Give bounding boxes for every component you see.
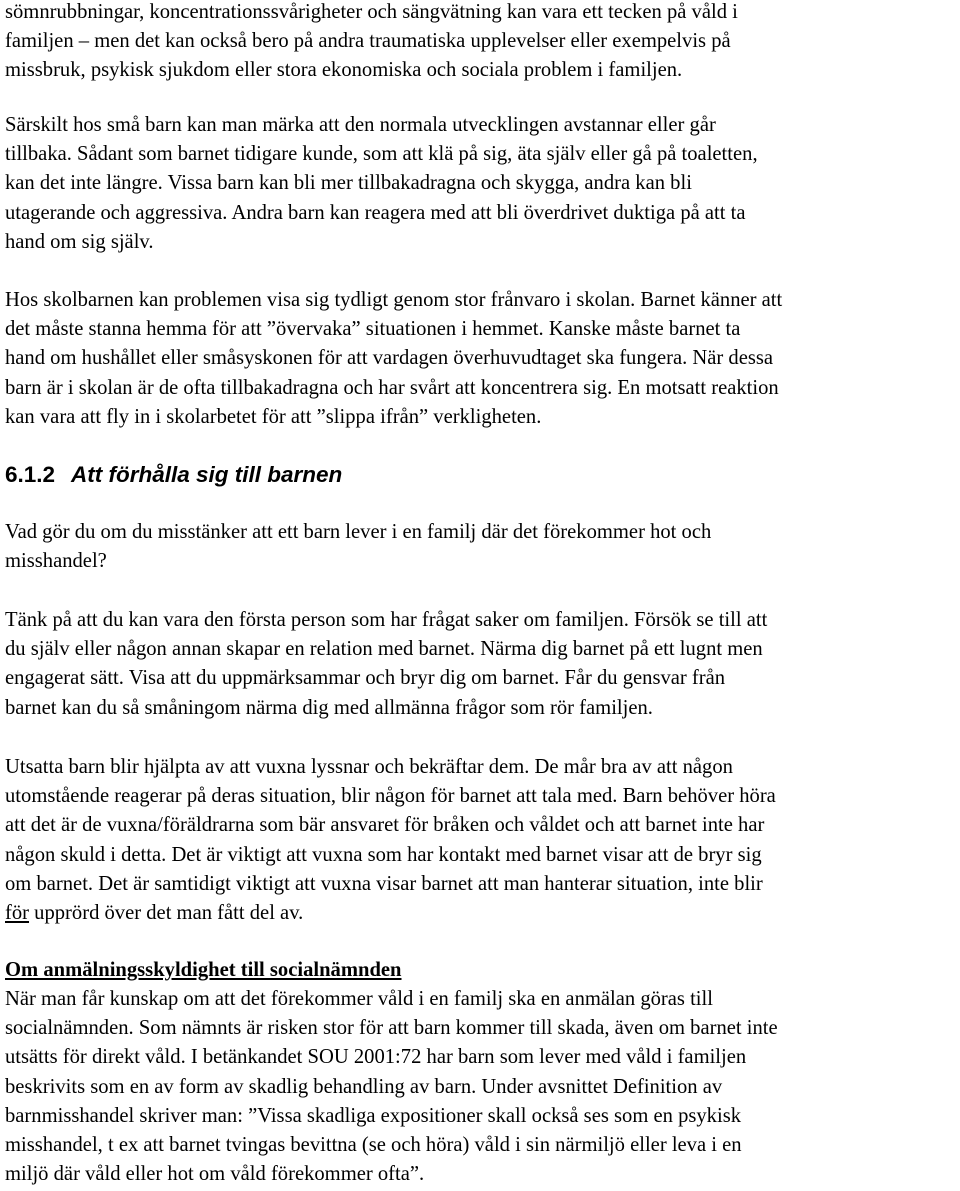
text-line: tillbaka. Sådant som barnet tidigare kunde, som att klä på sig, äta själv eller gå på toaletten, — [5, 143, 758, 166]
section-number: 6.1.2 — [5, 462, 56, 487]
text-line: kan vara att fly in i skolarbetet för att ”slippa ifrån” verkligheten. — [5, 405, 542, 428]
text-line: utomstående reagerar på deras situation, blir någon för barnet att tala med. Barn behöver höra — [5, 785, 776, 808]
paragraph-reporting — [5, 985, 957, 1189]
text-line: misshandel, t ex att barnet tvingas bevittna (se och höra) våld i sin närmiljö eller leva i en — [5, 1134, 742, 1157]
paragraph-school-children — [5, 286, 957, 432]
underlined-word: för — [5, 902, 30, 925]
text-line: misshandel? — [5, 550, 107, 573]
text-line: utsätts för direkt våld. I betänkandet SOU 2001:72 har barn som lever med våld i familjen — [5, 1046, 747, 1069]
text-line: det måste stanna hemma för att ”övervaka” situationen i hemmet. Kanske måste barnet ta — [5, 318, 741, 341]
text-line: du själv eller någon annan skapar en relation med barnet. Närma dig barnet på ett lugnt men — [5, 638, 763, 661]
text-line: socialnämnden. Som nämnts är risken stor för att barn kommer till skada, även om barnet inte — [5, 1017, 778, 1040]
text-line: Vad gör du om du misstänker att ett barn lever i en familj där det förekommer hot och — [5, 521, 712, 543]
text-line: om barnet. Det är samtidigt viktigt att vuxna visar barnet att man hanterar situation, inte blir — [5, 872, 763, 895]
text-line: missbruk, psykisk sjukdom eller stora ekonomiska och sociala problem i familjen. — [5, 59, 683, 82]
text-line: miljö där våld eller hot om våld förekommer ofta”. — [5, 1163, 425, 1186]
text-line: beskrivits som en av form av skadlig behandling av barn. Under avsnittet Definition av — [5, 1075, 723, 1098]
text-line: att det är de vuxna/föräldrarna som bär ansvaret för bråken och våldet och att barnet inte har — [5, 814, 765, 837]
paragraph-exposed-children — [5, 753, 957, 928]
text-line: hand om sig själv. — [5, 230, 154, 253]
paragraph-small-children — [5, 111, 957, 257]
text-line: barn är i skolan är de ofta tillbakadragna och har svårt att koncentrera sig. En motsatt reaktion — [5, 376, 779, 399]
text-line: någon skuld i detta. Det är viktigt att vuxna som har kontakt med barnet visar att de bryr sig — [5, 843, 762, 866]
text-line — [5, 899, 957, 928]
text-line: sömnrubbningar, koncentrationssvårigheter och sängvätning kan vara ett tecken på våld i — [5, 1, 738, 23]
text-line: Särskilt hos små barn kan man märka att den normala utvecklingen avstannar eller går — [5, 114, 716, 136]
paragraph-question — [5, 518, 957, 576]
text-line: Tänk på att du kan vara den första person som har frågat saker om familjen. Försök se till att — [5, 609, 768, 631]
text-line: barnet kan du så småningom närma dig med allmänna frågor som rör familjen. — [5, 696, 653, 719]
text-line: familjen – men det kan också bero på andra traumatiska upplevelser eller exempelvis på — [5, 30, 731, 53]
text-line: kan det inte längre. Vissa barn kan bli mer tillbakadragna och skygga, andra kan bli — [5, 172, 692, 195]
section-title: Att förhålla sig till barnen — [71, 462, 343, 487]
paragraph-intro — [5, 0, 957, 86]
text-line: barnmisshandel skriver man: ”Vissa skadliga expositioner skall också ses som en psykisk — [5, 1104, 742, 1127]
text-line: När man får kunskap om att det förekommer våld i en familj ska en anmälan göras till — [5, 988, 713, 1010]
section-heading — [5, 459, 342, 491]
text-line: hand om hushållet eller småsyskonen för att vardagen överhuvudtaget ska fungera. När dessa — [5, 347, 774, 370]
text-line: engagerat sätt. Visa att du uppmärksammar och bryr dig om barnet. Får du gensvar från — [5, 667, 726, 690]
text-line: utagerande och aggressiva. Andra barn kan reagera med att bli överdrivet duktiga på att ta — [5, 201, 746, 224]
subheading-reporting-obligation: Om anmälningsskyldighet till socialnämnden — [5, 959, 402, 981]
text-line: Hos skolbarnen kan problemen visa sig tydligt genom stor frånvaro i skolan. Barnet känner att — [5, 289, 783, 311]
text-line: Utsatta barn blir hjälpta av att vuxna lyssnar och bekräftar dem. De mår bra av att någon — [5, 756, 733, 778]
text-line-rest: upprörd över det man fått del av. — [29, 902, 304, 925]
paragraph-first-person — [5, 606, 957, 723]
